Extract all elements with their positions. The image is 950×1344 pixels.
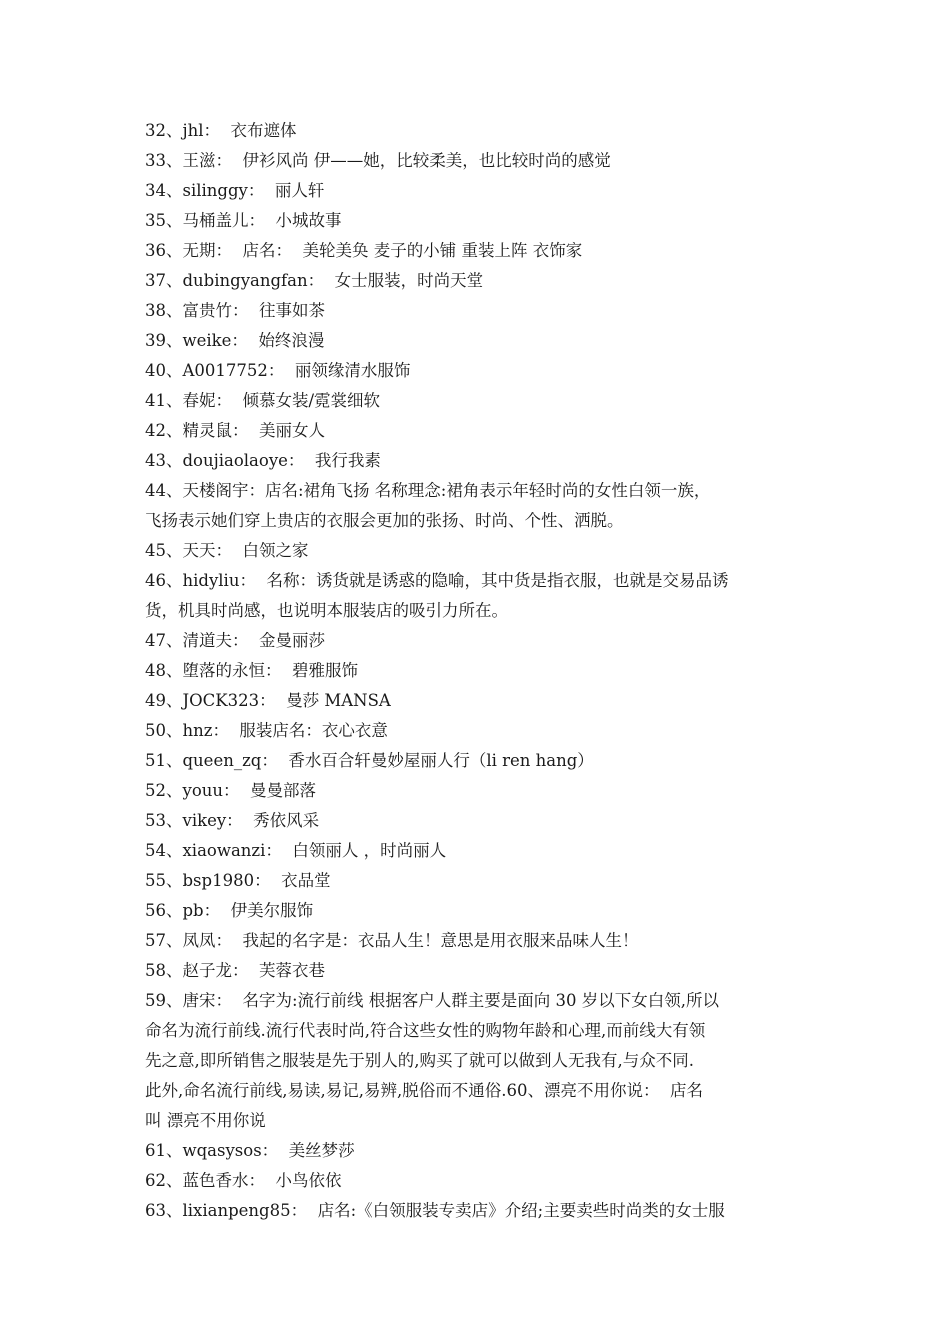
text-line: 53、vikey： 秀依风采	[145, 811, 320, 830]
text-line: 37、dubingyangfan： 女士服装，时尚天堂	[145, 271, 484, 290]
text-line: 59、唐宋： 名字为:流行前线 根据客户人群主要是面向 30 岁以下女白领,所以	[145, 991, 720, 1010]
text-line: 57、凤凤： 我起的名字是：衣品人生！意思是用衣服来品味人生！	[145, 931, 639, 950]
text-line: 62、蓝色香水： 小鸟依依	[145, 1171, 342, 1190]
text-line: 先之意,即所销售之服装是先于别人的,购买了就可以做到人无我有,与众不同.	[145, 1051, 694, 1070]
text-line: 56、pb： 伊美尔服饰	[145, 901, 314, 920]
text-line: 50、hnz： 服装店名：衣心衣意	[145, 721, 388, 740]
text-line: 61、wqasysos： 美丝梦莎	[145, 1141, 355, 1160]
text-line: 命名为流行前线.流行代表时尚,符合这些女性的购物年龄和心理,而前线大有领	[145, 1021, 706, 1040]
text-line: 飞扬表示她们穿上贵店的衣服会更加的张扬、时尚、个性、洒脱。	[145, 511, 624, 530]
text-line: 38、富贵竹： 往事如茶	[145, 301, 325, 320]
text-line: 44、天楼阁宇：店名:裙角飞扬 名称理念:裙角表示年轻时尚的女性白领一族，	[145, 481, 711, 500]
text-line: 货，机具时尚感，也说明本服装店的吸引力所在。	[145, 601, 508, 620]
text-line: 48、堕落的永恒： 碧雅服饰	[145, 661, 358, 680]
text-line: 39、weike： 始终浪漫	[145, 331, 325, 350]
text-line: 35、马桶盖儿： 小城故事	[145, 211, 342, 230]
text-line: 41、春妮： 倾慕女装/霓裳细软	[145, 391, 381, 410]
text-line: 51、queen_zq： 香水百合轩曼妙屋丽人行（li ren hang）	[145, 751, 594, 770]
text-line: 54、xiaowanzi： 白领丽人 ，时尚丽人	[145, 841, 447, 860]
text-line: 55、bsp1980： 衣品堂	[145, 871, 331, 890]
text-line: 33、王滋： 伊衫风尚 伊——她，比较柔美，也比较时尚的感觉	[145, 151, 611, 170]
text-line: 46、hidyliu： 名称：诱货就是诱惑的隐喻，其中货是指衣服，也就是交易品诱	[145, 571, 729, 590]
text-line: 叫 漂亮不用你说	[145, 1111, 266, 1130]
text-line: 32、jhl： 衣布遮体	[145, 121, 297, 140]
text-line: 52、youu： 曼曼部落	[145, 781, 316, 800]
text-line: 47、清道夫： 金曼丽莎	[145, 631, 325, 650]
text-line: 42、精灵鼠： 美丽女人	[145, 421, 325, 440]
text-line: 63、lixianpeng85： 店名:《白领服装专卖店》介绍;主要卖些时尚类的女士服	[145, 1201, 725, 1220]
document-page	[145, 116, 810, 1226]
text-line: 43、doujiaolaoye： 我行我素	[145, 451, 381, 470]
text-line: 58、赵子龙： 芙蓉衣巷	[145, 961, 325, 980]
text-line: 49、JOCK323： 曼莎 MANSA	[145, 691, 391, 710]
text-line: 34、silinggy： 丽人轩	[145, 181, 325, 200]
text-line: 36、无期： 店名： 美轮美奂 麦子的小铺 重装上阵 衣饰家	[145, 241, 583, 260]
text-line: 此外,命名流行前线,易读,易记,易辨,脱俗而不通俗.60、漂亮不用你说： 店名	[145, 1081, 703, 1100]
text-line: 45、天天： 白领之家	[145, 541, 309, 560]
text-line: 40、A0017752： 丽领缘清水服饰	[145, 361, 411, 380]
